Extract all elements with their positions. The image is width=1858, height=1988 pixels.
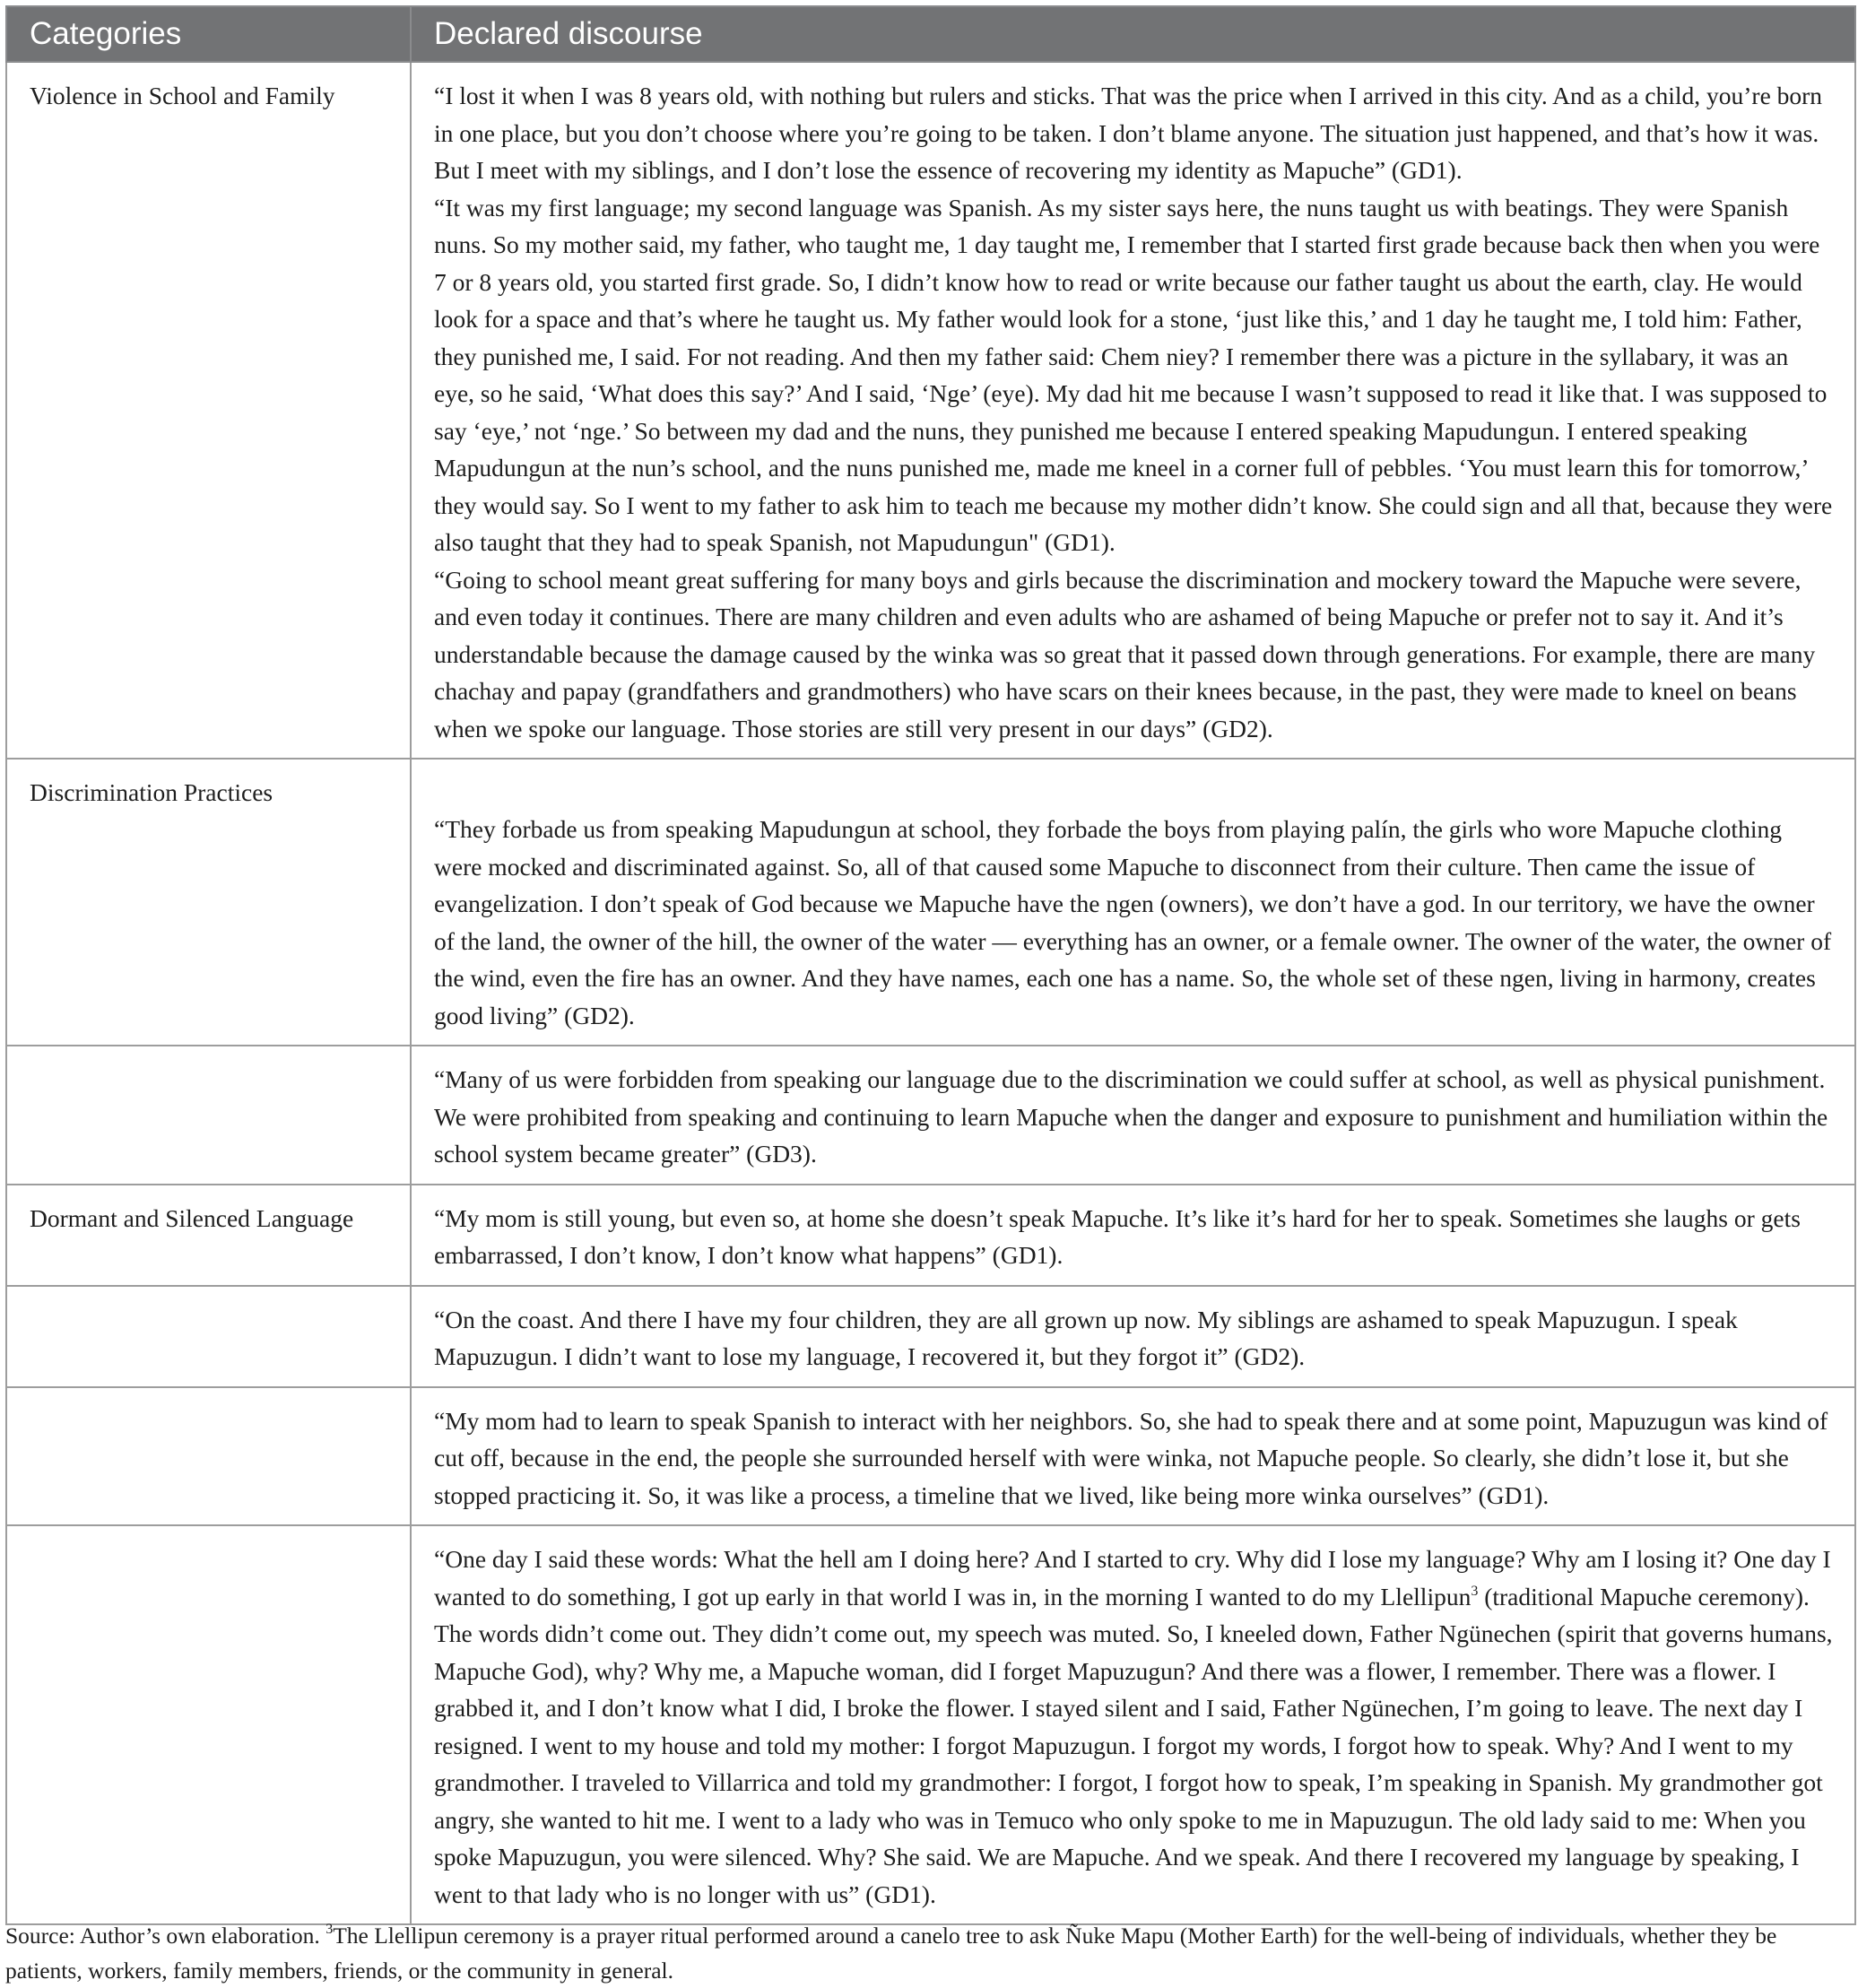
header-categories: Categories — [6, 6, 411, 62]
table-header-row — [6, 6, 1855, 62]
header-declared-discourse: Declared discourse — [411, 6, 1855, 62]
table-footnote — [5, 1919, 1851, 1988]
quote: “I lost it when I was 8 years old, with nothing but rulers and sticks. That was the price when I arrived in this city. And as a child, you’re born in one place, but you don’t choose where you’re going to be taken. I don’t blame anyone. The situation just happened, and that’s how it was. But I meet with my siblings, and I don’t lose the essence of recovering my identity as Mapuche” (GD1). — [434, 82, 1823, 184]
quote: “My mom is still young, but even so, at home she doesn’t speak Mapuche. It’s like it’s hard for her to speak. Sometimes she laughs or gets embarrassed, I don’t know, I don’t know what happens” (GD1). — [434, 1203, 1801, 1269]
footnote-text: The Llellipun ceremony is a prayer ritual performed around a canelo tree to ask Ñuke Mapu (Mother Earth) for the well-being of individuals, whether they be patients, workers, family members, friends, or the community in general. — [5, 1923, 1777, 1984]
discourse-cell — [411, 759, 1855, 1046]
quote: “Many of us were forbidden from speaking our language due to the discrimination we could suffer at school, as well as physical punishment. We were prohibited from speaking and continuing to learn Mapuche when the danger and exposure to punishment and humiliation within the school system became greater” (GD3). — [434, 1065, 1828, 1168]
table-row — [6, 1286, 1855, 1387]
category-cell — [6, 1387, 411, 1526]
table-row — [6, 62, 1855, 759]
quote: “My mom had to learn to speak Spanish to interact with her neighbors. So, she had to speak there and at some point, Mapuzugun was kind of cut off, because in the end, the people she surrounded herself with were winka, not Mapuche people. So clearly, she didn’t lose it, but she stopped practicing it. So, it was like a process, a timeline that we lived, like being more winka ourselves” (GD1). — [434, 1406, 1828, 1509]
quote: “They forbade us from speaking Mapudungun at school, they forbade the boys from playing palín, the girls who wore Mapuche clothing were mocked and discriminated against. So, all of that caused some Mapuche to disconnect from their culture. Then came the issue of evangelization. I don’t speak of God because we Mapuche have the ngen (owners), we don’t have a god. In our territory, we have the owner of the land, the owner of the hill, the owner of the water — everything has an owner, or a female owner. The owner of the water, the owner of the wind, even the fire has an owner. And they have names, each one has a name. So, the whole set of these ngen, living in harmony, creates good living” (GD2). — [434, 815, 1832, 1029]
table-row — [6, 759, 1855, 1046]
table-row — [6, 1046, 1855, 1185]
category-cell — [6, 1286, 411, 1387]
discourse-cell — [411, 1286, 1855, 1387]
discourse-cell — [411, 62, 1855, 759]
discourse-cell — [411, 1185, 1855, 1286]
quote-text: (traditional Mapuche ceremony). The words didn’t come out. They didn’t come out, my speech was muted. So, I kneeled down, Father Ngünechen (spirit that governs humans, Mapuche God), why? Why me, a Mapuche woman, did I forget Mapuzugun? And there was a flower, I remember. There was a flower. I grabbed it, and I don’t know what I did, I broke the flower. I stayed silent and I said, Father Ngünechen, I’m going to leave. The next day I resigned. I went to my house and told my mother: I forgot Mapuzugun. I forgot my words, I forgot how to speak. Why? And I went to my grandmother. I traveled to Villarrica and told my grandmother: I forgot, I forgot how to speak, I’m speaking in Spanish. My grandmother got angry, she wanted to hit me. I went to a lady who was in Temuco who only spoke to me in Mapuzugun. The old lady said to me: When you spoke Mapuzugun, you were silenced. Why? She said. We are Mapuche. And we speak. And there I recovered my language by speaking, I went to that lady who is no longer with us” (GD1). — [434, 1582, 1833, 1908]
discourse-cell — [411, 1525, 1855, 1924]
table-row — [6, 1525, 1855, 1924]
footnote-reference[interactable]: 3 — [1471, 1583, 1479, 1599]
category-cell — [6, 1525, 411, 1924]
category-cell — [6, 1046, 411, 1185]
discourse-table — [5, 5, 1856, 1925]
table-row — [6, 1387, 1855, 1526]
quote-text: “One day I said these words: What the hell am I doing here? And I started to cry. Why did I lose my language? Why am I losing it? One day I wanted to do something, I got up early in that world I was in, in the morning I wanted to do my Llellipun — [434, 1545, 1831, 1610]
quote — [434, 1541, 1835, 1913]
category-cell: Discrimination Practices — [6, 759, 411, 1046]
quote: “It was my first language; my second language was Spanish. As my sister says here, the nuns taught us with beatings. They were Spanish nuns. So my mother said, my father, who taught me, 1 day taught me, I remember that I started first grade because back then when you were 7 or 8 years old, you started first grade. So, I didn’t know how to read or write because our father taught us about the earth, clay. He would look for a space and that’s where he taught us. My father would look for a stone, ‘just like this,’ and 1 day he taught me, I told him: Father, they punished me, I said. For not reading. And then my father said: Chem niey? I remember there was a picture in the syllabary, it was an eye, so he said, ‘What does this say?’ And I said, ‘Nge’ (eye). My dad hit me because I wasn’t supposed to read it like that. I was supposed to say ‘eye,’ not ‘nge.’ So between my dad and the nuns, they punished me because I entered speaking Mapudungun. I entered speaking Mapudungun at the nun’s school, and the nuns punished me, made me kneel in a corner full of pebbles. ‘You must learn this for tomorrow,’ they would say. So I went to my father to ask him to teach me because my mother didn’t know. She could sign and all that, because they were also taught that they had to speak Spanish, not Mapudungun" (GD1). — [434, 193, 1833, 556]
quote: “On the coast. And there I have my four children, they are all grown up now. My siblings are ashamed to speak Mapuzugun. I speak Mapuzugun. I didn’t want to lose my language, I recovered it, but they forgot it” (GD2). — [434, 1305, 1738, 1370]
table-row — [6, 1185, 1855, 1286]
category-cell: Dormant and Silenced Language — [6, 1185, 411, 1286]
footnote-marker: 3 — [326, 1922, 334, 1937]
discourse-cell — [411, 1046, 1855, 1185]
quote: “Going to school meant great suffering for many boys and girls because the discrimination and mockery toward the Mapuche were severe, and even today it continues. There are many children and even adults who are ashamed of being Mapuche or prefer not to say it. And it’s understandable because the damage caused by the winka was so great that it passed down through generations. For example, there are many chachay and papay (grandfathers and grandmothers) who have scars on their knees because, in the past, they were made to kneel on beans when we spoke our language. Those stories are still very present in our days” (GD2). — [434, 565, 1816, 742]
source-note: Source: Author’s own elaboration. — [5, 1923, 326, 1949]
category-cell: Violence in School and Family — [6, 62, 411, 759]
discourse-cell — [411, 1387, 1855, 1526]
